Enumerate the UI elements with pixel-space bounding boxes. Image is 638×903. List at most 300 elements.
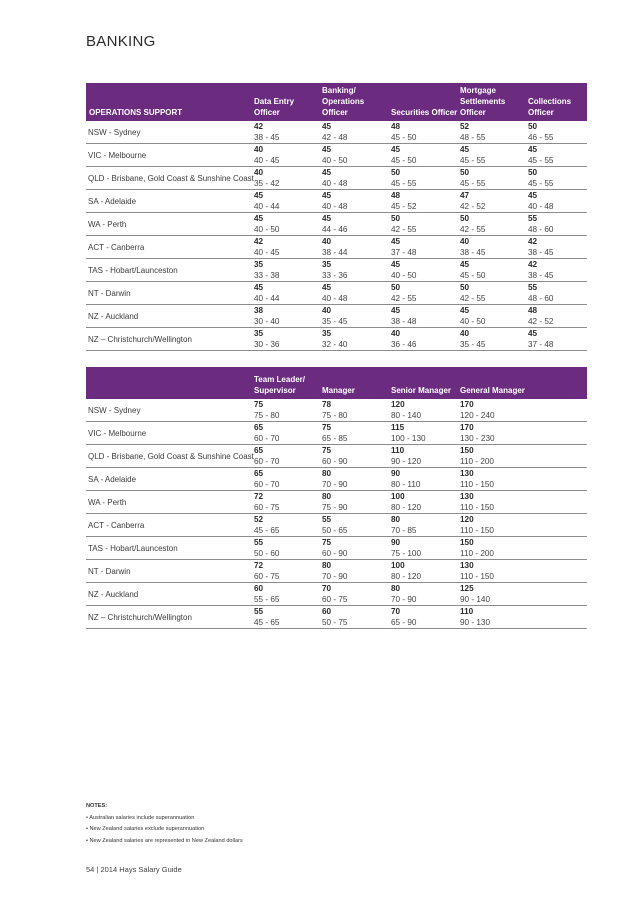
- salary-cell: [528, 259, 587, 282]
- salary-range: 45 - 50: [391, 132, 417, 142]
- table-row: [86, 606, 587, 629]
- column-header: [528, 83, 587, 121]
- salary-value: 72: [254, 492, 264, 502]
- salary-range: 30 - 36: [254, 339, 280, 349]
- salary-value: 80: [322, 561, 332, 571]
- page-title: BANKING: [86, 33, 156, 50]
- salary-range: 38 - 44: [322, 247, 348, 257]
- salary-value: 150: [460, 446, 474, 456]
- salary-value: 45: [254, 191, 264, 201]
- table-row: [86, 121, 587, 144]
- salary-value: 55: [254, 607, 264, 617]
- salary-cell: [460, 422, 528, 445]
- salary-cell: [322, 491, 391, 514]
- salary-value: 48: [391, 191, 401, 201]
- salary-value: 45: [391, 237, 401, 247]
- location-cell: NZ - Auckland: [86, 305, 254, 328]
- salary-range: 33 - 38: [254, 270, 280, 280]
- column-header: [86, 367, 254, 399]
- salary-range: 38 - 45: [528, 270, 554, 280]
- salary-cell: [460, 144, 528, 167]
- location-cell: NSW - Sydney: [86, 121, 254, 144]
- salary-value: 52: [460, 122, 470, 131]
- salary-range: 37 - 48: [528, 339, 554, 349]
- column-header: [528, 367, 587, 399]
- location-cell: ACT - Canberra: [86, 514, 254, 537]
- salary-cell: [460, 259, 528, 282]
- salary-value: 60: [322, 607, 332, 617]
- salary-range: 60 - 90: [322, 456, 348, 466]
- salary-range: 48 - 60: [528, 224, 554, 234]
- column-header: [460, 367, 528, 399]
- salary-cell: [460, 236, 528, 259]
- salary-value: 45: [460, 260, 470, 270]
- note-item: • New Zealand salaries exclude superannuation: [86, 826, 205, 832]
- salary-cell: [528, 560, 587, 583]
- salary-range: 40 - 45: [254, 247, 280, 257]
- salary-value: 40: [460, 237, 470, 247]
- salary-range: 42 - 55: [460, 293, 486, 303]
- salary-value: 80: [391, 515, 401, 525]
- salary-value: 80: [322, 492, 332, 502]
- salary-cell: [254, 282, 322, 305]
- salary-cell: [391, 259, 460, 282]
- salary-cell: [322, 583, 391, 606]
- salary-range: 45 - 55: [391, 178, 417, 188]
- salary-range: 38 - 45: [254, 132, 280, 142]
- salary-value: 42: [254, 237, 264, 247]
- salary-value: 170: [460, 423, 474, 433]
- salary-cell: [528, 144, 587, 167]
- location-cell: SA - Adelaide: [86, 468, 254, 491]
- column-header-line: Settlements: [460, 97, 506, 106]
- salary-value: 42: [528, 260, 538, 270]
- salary-cell: [528, 282, 587, 305]
- salary-range: 48 - 55: [460, 132, 486, 142]
- salary-value: 48: [391, 122, 401, 131]
- salary-cell: [460, 167, 528, 190]
- salary-cell: [254, 468, 322, 491]
- salary-range: 38 - 45: [460, 247, 486, 257]
- salary-value: 75: [254, 400, 264, 409]
- salary-range: 45 - 55: [460, 178, 486, 188]
- salary-range: 50 - 75: [322, 617, 348, 627]
- salary-cell: [254, 328, 322, 351]
- location-cell: NZ - Auckland: [86, 583, 254, 606]
- salary-range: 60 - 70: [254, 479, 280, 489]
- salary-cell: [460, 190, 528, 213]
- salary-range: 42 - 55: [391, 224, 417, 234]
- column-header-line: General Manager: [460, 386, 525, 395]
- column-header: [254, 367, 322, 399]
- salary-range: 90 - 120: [391, 456, 422, 466]
- salary-range: 36 - 46: [391, 339, 417, 349]
- salary-value: 130: [460, 561, 474, 571]
- salary-cell: [322, 514, 391, 537]
- salary-value: 50: [528, 168, 538, 178]
- salary-cell: [460, 537, 528, 560]
- salary-cell: [391, 606, 460, 629]
- salary-cell: [528, 121, 587, 144]
- salary-value: 65: [254, 469, 264, 479]
- location-cell: NZ – Christchurch/Wellington: [86, 606, 254, 629]
- salary-range: 75 - 80: [254, 410, 280, 420]
- salary-range: 120 - 240: [460, 410, 495, 420]
- salary-value: 120: [391, 400, 405, 409]
- salary-value: 45: [322, 122, 332, 131]
- table-row: [86, 560, 587, 583]
- salary-value: 50: [460, 214, 470, 224]
- salary-cell: [322, 213, 391, 236]
- salary-value: 40: [254, 145, 264, 155]
- salary-range: 38 - 45: [528, 247, 554, 257]
- salary-cell: [322, 259, 391, 282]
- salary-range: 70 - 90: [391, 594, 417, 604]
- salary-cell: [254, 305, 322, 328]
- salary-cell: [528, 328, 587, 351]
- column-header-line: Officer: [254, 108, 280, 117]
- salary-cell: [460, 282, 528, 305]
- salary-cell: [254, 491, 322, 514]
- column-header-line: Collections: [528, 97, 572, 106]
- salary-value: 45: [528, 329, 538, 339]
- location-cell: QLD - Brisbane, Gold Coast & Sunshine Coast: [86, 167, 254, 190]
- column-header-line: Mortgage: [460, 86, 496, 95]
- salary-cell: [391, 399, 460, 422]
- salary-cell: [391, 514, 460, 537]
- salary-cell: [254, 606, 322, 629]
- salary-range: 45 - 50: [391, 155, 417, 165]
- salary-cell: [528, 236, 587, 259]
- salary-cell: [322, 236, 391, 259]
- salary-value: 110: [460, 607, 474, 617]
- salary-cell: [322, 328, 391, 351]
- salary-cell: [528, 305, 587, 328]
- salary-cell: [391, 328, 460, 351]
- table-row: [86, 514, 587, 537]
- salary-range: 35 - 45: [322, 316, 348, 326]
- salary-value: 52: [254, 515, 264, 525]
- salary-range: 48 - 60: [528, 293, 554, 303]
- table-row: [86, 282, 587, 305]
- salary-cell: [254, 445, 322, 468]
- salary-range: 110 - 200: [460, 548, 494, 558]
- salary-value: 40: [254, 168, 264, 178]
- location-cell: VIC - Melbourne: [86, 144, 254, 167]
- salary-range: 45 - 55: [460, 155, 486, 165]
- column-header-line: Operations: [322, 97, 365, 106]
- salary-range: 90 - 140: [460, 594, 491, 604]
- salary-cell: [322, 144, 391, 167]
- salary-range: 70 - 85: [391, 525, 417, 535]
- salary-range: 110 - 150: [460, 571, 494, 581]
- table-row: [86, 537, 587, 560]
- table-header-row: [86, 83, 587, 121]
- salary-value: 38: [254, 306, 264, 316]
- salary-value: 50: [460, 283, 470, 293]
- salary-value: 48: [528, 306, 538, 316]
- column-header: [86, 83, 254, 121]
- salary-range: 38 - 48: [391, 316, 417, 326]
- location-cell: WA - Perth: [86, 213, 254, 236]
- salary-value: 80: [391, 584, 401, 594]
- salary-range: 40 - 44: [254, 201, 280, 211]
- salary-value: 50: [391, 214, 401, 224]
- column-header-line: Senior Manager: [391, 386, 452, 395]
- table-row: [86, 491, 587, 514]
- salary-value: 90: [391, 538, 401, 548]
- column-header-line: Securities Officer: [391, 108, 458, 117]
- salary-value: 35: [254, 329, 264, 339]
- salary-cell: [460, 399, 528, 422]
- column-header-line: Team Leader/: [254, 375, 305, 384]
- salary-value: 125: [460, 584, 474, 594]
- salary-cell: [460, 328, 528, 351]
- salary-cell: [254, 560, 322, 583]
- salary-cell: [460, 213, 528, 236]
- salary-cell: [528, 190, 587, 213]
- salary-cell: [528, 167, 587, 190]
- salary-cell: [254, 213, 322, 236]
- salary-range: 60 - 70: [254, 456, 280, 466]
- salary-range: 45 - 55: [528, 155, 554, 165]
- salary-cell: [391, 445, 460, 468]
- salary-range: 130 - 230: [460, 433, 495, 443]
- salary-value: 45: [460, 306, 470, 316]
- salary-value: 170: [460, 400, 474, 409]
- table-row: [86, 583, 587, 606]
- salary-range: 80 - 120: [391, 502, 422, 512]
- salary-value: 42: [528, 237, 538, 247]
- location-cell: VIC - Melbourne: [86, 422, 254, 445]
- salary-range: 55 - 65: [254, 594, 280, 604]
- salary-cell: [322, 305, 391, 328]
- salary-range: 75 - 100: [391, 548, 422, 558]
- salary-value: 75: [322, 446, 332, 456]
- location-cell: TAS - Hobart/Launceston: [86, 259, 254, 282]
- table-row: [86, 445, 587, 468]
- salary-value: 90: [391, 469, 401, 479]
- salary-value: 50: [460, 168, 470, 178]
- salary-range: 75 - 80: [322, 410, 348, 420]
- table-row: [86, 399, 587, 422]
- salary-value: 70: [322, 584, 332, 594]
- salary-range: 110 - 150: [460, 525, 494, 535]
- salary-cell: [528, 399, 587, 422]
- salary-range: 100 - 130: [391, 433, 426, 443]
- table-row: [86, 167, 587, 190]
- salary-range: 70 - 90: [322, 571, 348, 581]
- salary-cell: [391, 167, 460, 190]
- salary-cell: [391, 468, 460, 491]
- location-cell: NSW - Sydney: [86, 399, 254, 422]
- salary-value: 75: [322, 423, 332, 433]
- salary-value: 65: [254, 446, 264, 456]
- salary-value: 45: [322, 145, 332, 155]
- salary-range: 44 - 46: [322, 224, 348, 234]
- location-cell: WA - Perth: [86, 491, 254, 514]
- salary-cell: [460, 445, 528, 468]
- table-row: [86, 468, 587, 491]
- salary-cell: [391, 236, 460, 259]
- salary-cell: [391, 491, 460, 514]
- location-cell: NT - Darwin: [86, 560, 254, 583]
- salary-range: 40 - 48: [528, 201, 554, 211]
- salary-cell: [528, 491, 587, 514]
- salary-range: 40 - 48: [322, 178, 348, 188]
- salary-range: 42 - 55: [460, 224, 486, 234]
- salary-value: 150: [460, 538, 474, 548]
- salary-value: 55: [322, 515, 332, 525]
- salary-range: 50 - 65: [322, 525, 348, 535]
- salary-value: 100: [391, 492, 405, 502]
- salary-range: 42 - 48: [322, 132, 348, 142]
- salary-cell: [254, 190, 322, 213]
- salary-range: 110 - 200: [460, 456, 494, 466]
- column-header: [460, 83, 528, 121]
- table-row: [86, 259, 587, 282]
- salary-range: 60 - 75: [254, 502, 280, 512]
- salary-cell: [322, 537, 391, 560]
- salary-value: 115: [391, 423, 405, 433]
- salary-cell: [528, 606, 587, 629]
- salary-range: 110 - 150: [460, 479, 494, 489]
- column-header-line: Data Entry: [254, 97, 295, 106]
- salary-cell: [254, 583, 322, 606]
- location-cell: NZ – Christchurch/Wellington: [86, 328, 254, 351]
- salary-value: 45: [254, 214, 264, 224]
- notes: [86, 801, 243, 847]
- salary-value: 78: [322, 400, 332, 409]
- salary-range: 42 - 55: [391, 293, 417, 303]
- column-header: [254, 83, 322, 121]
- salary-range: 45 - 65: [254, 525, 280, 535]
- salary-range: 60 - 70: [254, 433, 280, 443]
- salary-range: 65 - 85: [322, 433, 348, 443]
- salary-value: 40: [391, 329, 401, 339]
- column-header: [391, 367, 460, 399]
- column-header: [322, 367, 391, 399]
- salary-cell: [322, 190, 391, 213]
- salary-value: 55: [528, 214, 538, 224]
- column-header-line: Supervisor: [254, 386, 296, 395]
- salary-cell: [254, 144, 322, 167]
- salary-cell: [322, 445, 391, 468]
- salary-cell: [391, 305, 460, 328]
- table-row: [86, 236, 587, 259]
- location-cell: NT - Darwin: [86, 282, 254, 305]
- salary-value: 80: [322, 469, 332, 479]
- salary-cell: [254, 514, 322, 537]
- salary-value: 75: [322, 538, 332, 548]
- salary-range: 35 - 42: [254, 178, 280, 188]
- salary-value: 110: [391, 446, 405, 456]
- table-row: [86, 422, 587, 445]
- salary-value: 40: [322, 306, 332, 316]
- salary-value: 42: [254, 122, 264, 131]
- salary-range: 40 - 50: [391, 270, 417, 280]
- salary-value: 35: [322, 329, 332, 339]
- salary-value: 47: [460, 191, 470, 201]
- salary-value: 45: [391, 145, 401, 155]
- salary-cell: [460, 468, 528, 491]
- salary-value: 35: [322, 260, 332, 270]
- salary-value: 45: [254, 283, 264, 293]
- salary-range: 60 - 75: [254, 571, 280, 581]
- operations-support-table: [86, 83, 587, 351]
- salary-value: 40: [322, 237, 332, 247]
- salary-range: 40 - 44: [254, 293, 280, 303]
- salary-range: 70 - 90: [322, 479, 348, 489]
- salary-cell: [254, 121, 322, 144]
- salary-cell: [460, 121, 528, 144]
- salary-cell: [528, 422, 587, 445]
- salary-range: 42 - 52: [460, 201, 486, 211]
- page-footer: 54 | 2014 Hays Salary Guide: [86, 865, 182, 874]
- salary-range: 42 - 52: [528, 316, 554, 326]
- salary-range: 46 - 55: [528, 132, 554, 142]
- salary-range: 37 - 48: [391, 247, 417, 257]
- salary-cell: [528, 468, 587, 491]
- salary-cell: [322, 468, 391, 491]
- salary-range: 110 - 150: [460, 502, 494, 512]
- salary-value: 40: [460, 329, 470, 339]
- salary-range: 40 - 48: [322, 293, 348, 303]
- salary-value: 45: [391, 306, 401, 316]
- salary-cell: [391, 583, 460, 606]
- salary-cell: [254, 399, 322, 422]
- salary-range: 80 - 140: [391, 410, 422, 420]
- salary-cell: [528, 445, 587, 468]
- location-cell: QLD - Brisbane, Gold Coast & Sunshine Coast: [86, 445, 254, 468]
- salary-value: 45: [391, 260, 401, 270]
- table-header-row: [86, 367, 587, 399]
- salary-value: 35: [254, 260, 264, 270]
- management-table: [86, 367, 587, 629]
- salary-value: 45: [528, 145, 538, 155]
- salary-range: 40 - 45: [254, 155, 280, 165]
- salary-range: 40 - 50: [460, 316, 486, 326]
- salary-range: 80 - 120: [391, 571, 422, 581]
- salary-range: 45 - 55: [528, 178, 554, 188]
- salary-cell: [528, 514, 587, 537]
- notes-title: NOTES:: [86, 803, 108, 809]
- salary-cell: [391, 121, 460, 144]
- column-header: [391, 83, 460, 121]
- salary-cell: [460, 583, 528, 606]
- salary-range: 90 - 130: [460, 617, 491, 627]
- salary-value: 45: [460, 145, 470, 155]
- salary-cell: [460, 305, 528, 328]
- salary-cell: [322, 606, 391, 629]
- salary-value: 120: [460, 515, 474, 525]
- note-item: • Australian salaries include superannuation: [86, 814, 195, 821]
- salary-cell: [391, 282, 460, 305]
- salary-value: 65: [254, 423, 264, 433]
- salary-value: 50: [391, 168, 401, 178]
- salary-value: 130: [460, 492, 474, 502]
- salary-cell: [460, 560, 528, 583]
- salary-value: 55: [528, 283, 538, 293]
- salary-cell: [322, 282, 391, 305]
- salary-cell: [391, 190, 460, 213]
- salary-range: 40 - 50: [254, 224, 280, 234]
- table-row: [86, 213, 587, 236]
- salary-range: 30 - 40: [254, 316, 280, 326]
- salary-range: 45 - 65: [254, 617, 280, 627]
- salary-cell: [460, 606, 528, 629]
- salary-range: 50 - 60: [254, 548, 280, 558]
